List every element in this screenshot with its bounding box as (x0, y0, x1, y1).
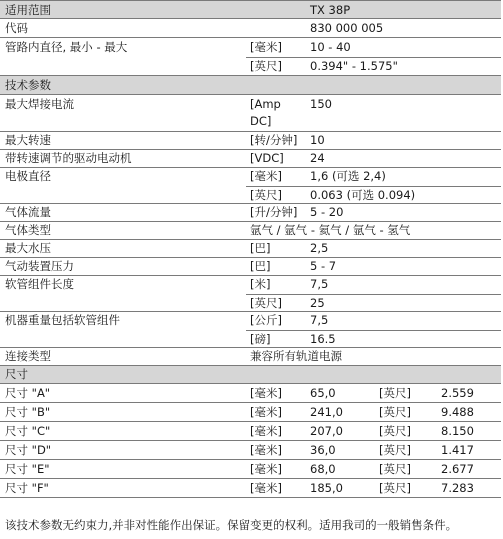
dim-unit-inch: [英尺] (379, 405, 411, 419)
dimension-row (0, 384, 501, 403)
spec-label: 带转速调节的驱动电动机 (5, 151, 132, 165)
spec-unit: [Amp (250, 97, 281, 111)
spec-value: 7,5 (310, 313, 329, 327)
spec-value: 5 - 7 (310, 259, 337, 273)
dimension-row (0, 441, 501, 460)
spec-value: 10 (310, 133, 325, 147)
dim-unit-inch: [英尺] (379, 481, 411, 495)
row-divider (246, 294, 501, 295)
spec-label: 管路内直径, 最小 - 最大 (5, 40, 128, 54)
dim-unit-mm: [毫米] (250, 443, 282, 457)
spec-label: 机器重量包括软管组件 (5, 313, 120, 327)
dim-value-mm: 241,0 (310, 405, 343, 419)
spec-value: 0.394" - 1.575" (310, 59, 398, 73)
dim-label: 尺寸 "F" (5, 481, 49, 495)
spec-unit: [VDC] (250, 151, 284, 165)
spec-unit: [英尺] (250, 59, 282, 73)
dim-value-inch: 2.677 (441, 462, 474, 476)
section-header-tech (0, 76, 501, 95)
spec-unit: [英尺] (250, 188, 282, 202)
spec-value: 氩气 / 氩气 - 氦气 / 氩气 - 氢气 (250, 223, 411, 237)
spec-value: 5 - 20 (310, 205, 344, 219)
dim-label: 尺寸 "D" (5, 443, 52, 457)
spec-label: 最大转速 (5, 133, 51, 147)
spec-row (0, 222, 501, 240)
dim-label: 尺寸 "B" (5, 405, 51, 419)
spec-unit: [毫米] (250, 40, 282, 54)
spec-row (0, 132, 501, 150)
spec-value: 2,5 (310, 241, 329, 255)
dim-value-mm: 207,0 (310, 424, 343, 438)
spec-label: 最大水压 (5, 241, 51, 255)
spec-row (0, 38, 501, 76)
spec-value: 150 (310, 97, 332, 111)
spec-value: 7,5 (310, 277, 329, 291)
section-header-dims (0, 366, 501, 384)
dim-value-mm: 36,0 (310, 443, 336, 457)
spec-row (0, 204, 501, 222)
dim-value-inch: 8.150 (441, 424, 474, 438)
spec-row (0, 168, 501, 204)
spec-unit: [磅] (250, 332, 271, 346)
header-row (0, 0, 501, 19)
spec-unit: [巴] (250, 241, 271, 255)
spec-row (0, 19, 501, 38)
spec-label: 气体流量 (5, 205, 51, 219)
spec-unit: [英尺] (250, 296, 282, 310)
dim-label: 尺寸 "C" (5, 424, 51, 438)
dim-unit-inch: [英尺] (379, 386, 411, 400)
spec-row (0, 348, 501, 366)
spec-label: 电极直径 (5, 169, 51, 183)
spec-value: 16.5 (310, 332, 336, 346)
spec-row (0, 258, 501, 276)
dim-value-inch: 2.559 (441, 386, 474, 400)
spec-value: 24 (310, 151, 325, 165)
dim-unit-mm: [毫米] (250, 405, 282, 419)
spec-label: 代码 (5, 21, 28, 35)
spec-value: 兼容所有轨道电源 (250, 349, 342, 363)
dim-value-mm: 68,0 (310, 462, 336, 476)
section-title: 技术参数 (5, 78, 51, 92)
spec-unit: [转/分钟] (250, 133, 298, 147)
dim-unit-inch: [英尺] (379, 443, 411, 457)
spec-label: 连接类型 (5, 349, 51, 363)
dim-value-inch: 9.488 (441, 405, 474, 419)
dim-unit-mm: [毫米] (250, 462, 282, 476)
spec-value: 0.063 (可选 0.094) (310, 188, 416, 202)
model-name: TX 38P (310, 3, 351, 17)
spec-unit: [毫米] (250, 169, 282, 183)
section-title: 尺寸 (5, 367, 28, 381)
dim-unit-mm: [毫米] (250, 386, 282, 400)
spec-unit: [公斤] (250, 313, 282, 327)
dim-value-inch: 7.283 (441, 481, 474, 495)
spec-row (0, 150, 501, 168)
spec-unit: [升/分钟] (250, 205, 298, 219)
dimension-row (0, 403, 501, 422)
header-label: 适用范围 (5, 3, 51, 17)
spec-label: 最大焊接电流 (5, 97, 74, 111)
disclaimer-text: 该技术参数无约束力,并非对性能作出保证。保留变更的权利。适用我司的一般销售条件。 (5, 518, 458, 532)
spec-value: 1,6 (可选 2,4) (310, 169, 386, 183)
spec-value: 830 000 005 (310, 21, 384, 35)
dim-value-inch: 1.417 (441, 443, 474, 457)
spec-label: 软管组件长度 (5, 277, 74, 291)
spec-unit: [巴] (250, 259, 271, 273)
dim-label: 尺寸 "A" (5, 386, 51, 400)
dim-value-mm: 65,0 (310, 386, 336, 400)
dim-unit-inch: [英尺] (379, 462, 411, 476)
spec-unit: DC] (250, 114, 272, 128)
spec-row (0, 95, 501, 132)
spec-label: 气动装置压力 (5, 259, 74, 273)
spec-label: 气体类型 (5, 223, 51, 237)
dim-unit-mm: [毫米] (250, 481, 282, 495)
dimension-row (0, 479, 501, 498)
spec-value: 25 (310, 296, 325, 310)
dimension-row (0, 422, 501, 441)
spec-value: 10 - 40 (310, 40, 351, 54)
dim-unit-mm: [毫米] (250, 424, 282, 438)
dim-value-mm: 185,0 (310, 481, 343, 495)
row-divider (246, 330, 501, 331)
spec-row (0, 276, 501, 312)
dim-label: 尺寸 "E" (5, 462, 50, 476)
spec-row (0, 312, 501, 348)
spec-unit: [米] (250, 277, 271, 291)
dimension-row (0, 460, 501, 479)
spec-row (0, 240, 501, 258)
dim-unit-inch: [英尺] (379, 424, 411, 438)
